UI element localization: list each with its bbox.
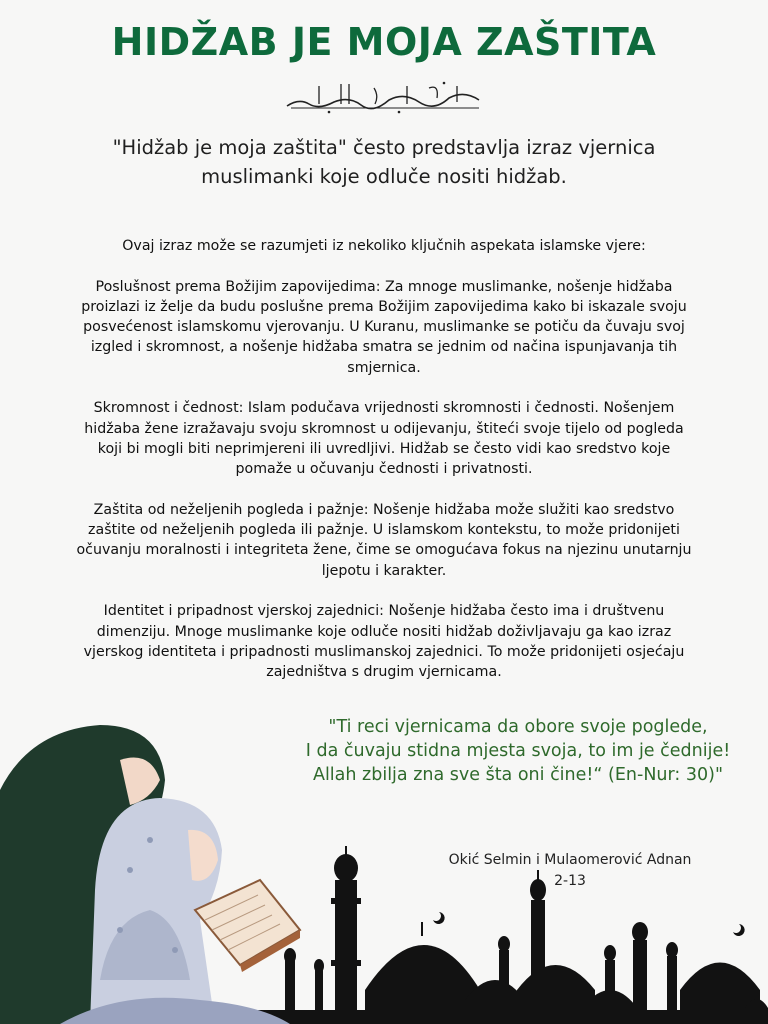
paragraph-identity: Identitet i pripadnost vjerskoj zajednici: Nošenje hidžaba često ima i društvenu dimenziju. Mnoge muslimanke koje odluče nositi hidžab doživljavaju ga kao izraz vjerskog identiteta i pripadnosti muslimanskoj zajednici. To može pridonijeti osjećaju zajedništva s drugim vjernicama. <box>83 603 685 681</box>
paragraph-modesty: Skromnost i čednost: Islam podučava vrijednosti skromnosti i čednosti. Nošenjem hidžaba žene izražavaju svoju skromnost u odijevanju, štiteći svoje tijelo od pogleda koji bi mogli biti neprimjereni ili uvredljivi. Hidžab se često vidi kao sredstvo koje pomaže u očuvanju čednosti i privatnosti. <box>84 400 684 478</box>
quote-line-3: Allah zbilja zna sve šta oni čine!“ (En-Nur: 30)" <box>312 765 724 785</box>
mother-daughter-reading-illustration <box>0 720 310 1024</box>
author-signature <box>410 850 730 892</box>
basmala-calligraphy <box>279 78 489 116</box>
intro-text <box>60 133 708 191</box>
quote-line-1: "Ti reci vjernicama da obore svoje poglede, <box>328 717 708 737</box>
body-text <box>70 236 698 703</box>
paragraph-obedience: Poslušnost prema Božijim zapovijedima: Za mnoge muslimanke, nošenje hidžaba proizlazi iz želje da budu poslušne prema Božijim zapovijedima kako bi iskazale svoju posvećenost islamskomu vjerovanju. U Kuranu, muslimanke se potiču da čuvaju svoj izgled i skromnost, a nošenje hidžaba smatra se jednim od načina ispunjavanja tih smjernica. <box>81 278 687 376</box>
intro-line-1: "Hidžab je moja zaštita" često predstavlja izraz vjernica <box>112 136 656 159</box>
body-lead: Ovaj izraz može se razumjeti iz nekoliko ključnih aspekata islamske vjere: <box>122 238 646 254</box>
page-title: HIDŽAB JE MOJA ZAŠTITA <box>111 20 657 64</box>
paragraph-protection: Zaštita od neželjenih pogleda i pažnje: Nošenje hidžaba može služiti kao sredstvo zaštite od neželjenih pogleda ili pažnje. U islamskom kontekstu, to može pridonijeti očuvanju moralnosti i integriteta žene, čime se omogućava fokus na njezinu unutarnju ljepotu i karakter. <box>76 501 692 579</box>
quote-line-2: I da čuvaju stidna mjesta svoja, to im je čednije! <box>305 741 731 761</box>
quran-quote <box>268 715 768 787</box>
author-names: Okić Selmin i Mulaomerović Adnan <box>448 852 692 868</box>
intro-line-2: muslimanki koje odluče nositi hidžab. <box>201 165 567 188</box>
author-class: 2-13 <box>554 873 586 889</box>
